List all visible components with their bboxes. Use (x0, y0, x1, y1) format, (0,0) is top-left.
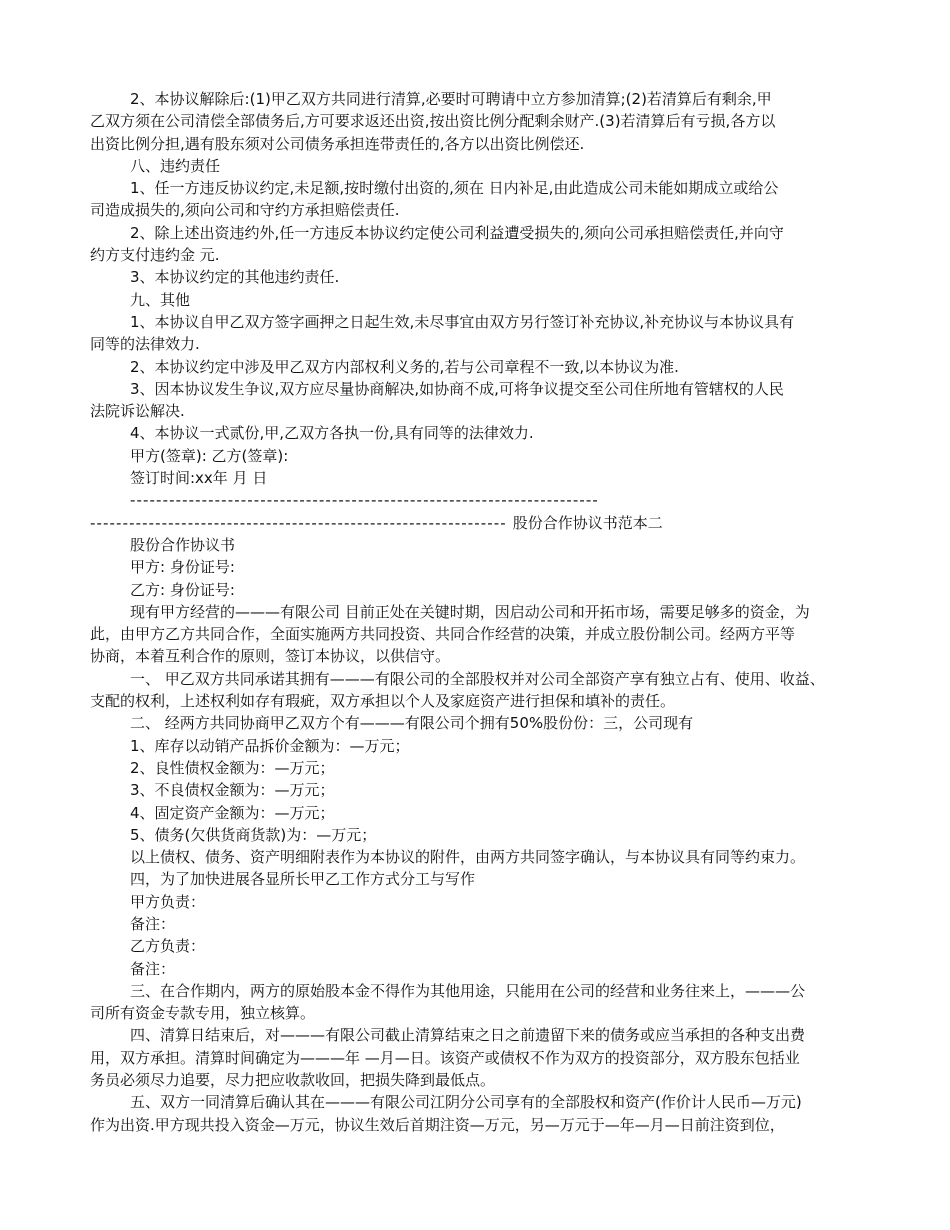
text-line: 5、债务(欠供货商货款)为：—万元； (130, 825, 377, 844)
text-line: 司所有资金专款专用，独立核算。 (90, 1004, 316, 1023)
text-line: 出资比例分担,遇有股东须对公司债务承担连带责任的,各方以出资比例偿还. (90, 134, 585, 153)
text-line: 4、本协议一式贰份,甲,乙双方各执一份,具有同等的法律效力. (130, 424, 534, 443)
text-line: 乙双方须在公司清偿全部债务后,方可要求返还出资,按出资比例分配剩余财产.(3)若清算后有亏损,各方以 (90, 112, 776, 131)
text-line: 2、除上述出资违约外,任一方违反本协议约定使公司利益遭受损失的,须向公司承担赔偿责任,并向守 (130, 223, 784, 242)
text-line: 甲方: 身份证号: (130, 558, 235, 577)
text-line: 3、本协议约定的其他违约责任. (130, 268, 340, 287)
text-line: 作为出资.甲方现共投入资金—万元，协议生效后首期注资—万元，另—万元于—年—月—日前注资到位， (90, 1115, 785, 1134)
agreement-part-two (90, 534, 880, 1136)
text-line: 1、库存以动销产品拆价金额为：—万元； (130, 736, 410, 755)
text-line: 甲方负责： (130, 892, 206, 911)
text-line: 二、 经两方共同协商甲乙双方个有———有限公司个拥有50%股份份：三，公司现有 (130, 714, 694, 733)
text-line: 五、双方一同清算后确认其在———有限公司江阴分公司享有的全部股权和资产(作价计人民币—万元) (130, 1093, 802, 1112)
text-line: 此，由甲方乙方共同合作，全面实施两方共同投资、共同合作经营的决策，并成立股份制公司。经两方平等 (90, 625, 796, 644)
text-line: 法院诉讼解决. (90, 402, 185, 421)
text-line: 1、本协议自甲乙双方签字画押之日起生效,未尽事宜由双方另行签订补充协议,补充协议与本协议具有 (130, 312, 795, 331)
document-body (90, 88, 880, 1136)
text-line: 支配的权利，上述权利如存有瑕疵，双方承担以个人及家庭资产进行担保和填补的责任。 (90, 692, 676, 711)
text-line: 3、不良债权金额为：—万元； (130, 781, 335, 800)
text-line: 备注： (130, 914, 176, 933)
text-line: 甲方(签章): 乙方(签章): (130, 446, 289, 465)
section-separator (90, 489, 880, 534)
text-line: 约方支付违约金 元. (90, 246, 220, 265)
dash-line: ---------------------------------------------------------------- (90, 513, 507, 532)
text-line: 股份合作协议书 (130, 535, 236, 554)
text-line: 三、在合作期内，两方的原始股本金不得作为其他用途，只能用在公司的经营和业务往来上，———公 (130, 981, 806, 1000)
text-line: 用，双方承担。清算时间确定为———年 —月—日。该资产或债权不作为双方的投资部分，双方股东包括业 (90, 1048, 800, 1067)
text-line: 一、 甲乙双方共同承诺其拥有———有限公司的全部股权并对公司全部资产享有独立占有、使用、收益、 (130, 669, 825, 688)
section-title: 股份合作协议书范本二 (512, 513, 663, 532)
text-line: 现有甲方经营的———有限公司 目前正处在关键时期，因启动公司和开拓市场，需要足够多的资金，为 (130, 602, 810, 621)
text-line: 备注： (130, 959, 176, 978)
text-line: 务员必须尽力追要，尽力把应收款收回，把损失降到最低点。 (90, 1071, 496, 1090)
text-line: 九、其他 (130, 290, 191, 309)
text-line: 乙方负责： (130, 937, 206, 956)
text-line: 4、固定资产金额为：—万元； (130, 803, 335, 822)
text-line: 签订时间:xx年 月 日 (130, 469, 268, 488)
text-line: 3、因本协议发生争议,双方应尽量协商解决,如协商不成,可将争议提交至公司住所地有管辖权的人民 (130, 379, 784, 398)
text-line: 2、良性债权金额为：—万元； (130, 758, 335, 777)
text-line: 同等的法律效力. (90, 335, 200, 354)
text-line: 八、违约责任 (130, 156, 221, 175)
text-line: 司造成损失的,须向公司和守约方承担赔偿责任. (90, 201, 400, 220)
text-line: 四，为了加快进展各显所长甲乙工作方式分工与写作 (130, 870, 476, 889)
dash-line-with-title (90, 512, 880, 534)
dash-line: ------------------------------------------------------------------------ (130, 491, 599, 510)
text-line: 协商，本着互利合作的原则，签订本协议，以供信守。 (90, 647, 451, 666)
text-line: 四、清算日结束后，对———有限公司截止清算结束之日之前遗留下来的债务或应当承担的各种支出费 (130, 1026, 806, 1045)
text-line: 乙方: 身份证号: (130, 580, 235, 599)
text-line: 2、本协议解除后:(1)甲乙双方共同进行清算,必要时可聘请中立方参加清算;(2)若清算后有剩余,甲 (130, 90, 772, 108)
agreement-part-one (90, 88, 880, 489)
text-line: 2、本协议约定中涉及甲乙双方内部权利义务的,若与公司章程不一致,以本协议为准. (130, 357, 679, 376)
text-line: 以上债权、债务、资产明细附表作为本协议的附件，由两方共同签字确认，与本协议具有同等约束力。 (130, 848, 806, 867)
text-line: 1、任一方违反协议约定,未足额,按时缴付出资的,须在 日内补足,由此造成公司未能如期成立或给公 (130, 179, 779, 198)
